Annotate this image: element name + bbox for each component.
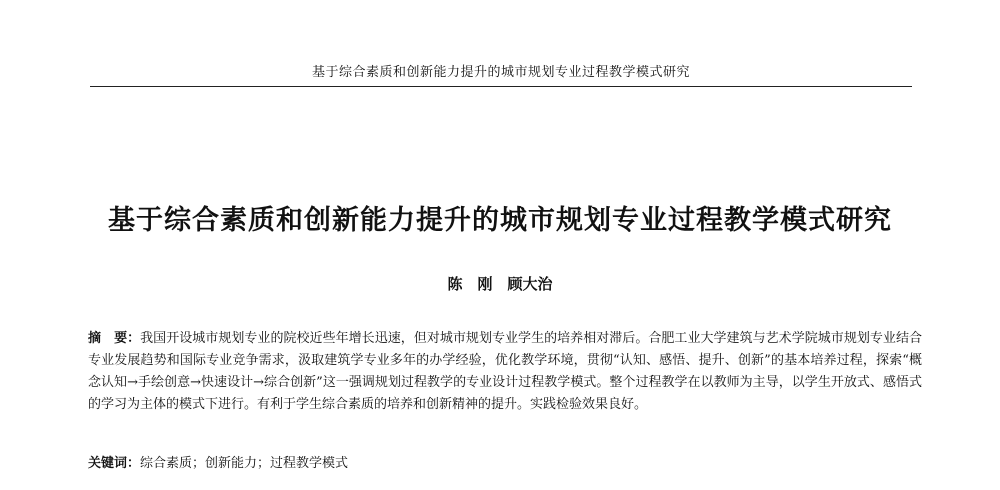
abstract-block bbox=[88, 328, 922, 416]
keywords-text: 综合素质；创新能力；过程教学模式 bbox=[140, 456, 349, 471]
keywords-label: 关键词： bbox=[88, 456, 141, 471]
author-line: 陈 刚 顾大治 bbox=[447, 275, 553, 293]
header-rule bbox=[90, 86, 912, 87]
paper-title: 基于综合素质和创新能力提升的城市规划专业过程教学模式研究 bbox=[108, 205, 892, 236]
keywords-block bbox=[88, 454, 922, 474]
running-header: 基于综合素质和创新能力提升的城市规划专业过程教学模式研究 bbox=[311, 65, 690, 80]
abstract-label: 摘 要： bbox=[88, 331, 141, 346]
abstract-text: 我国开设城市规划专业的院校近些年增长迅速，但对城市规划专业学生的培养相对滞后。合肥工业大学建筑与艺术学院城市规划专业结合专业发展趋势和国际专业竞争需求，汲取建筑学专业多年的办学经验，优化教学环境，贯彻“认知、感悟、提升、创新”的基本培养过程，探索“概念认知→手绘创意→快速设计→综合创新”这一强调规划过程教学的专业设计过程教学模式。整个过程教学在以教师为主导，以学生开放式、感悟式的学习为主体的模式下进行。有利于学生综合素质的培养和创新精神的提升。实践检验效果良好。 bbox=[88, 331, 922, 412]
